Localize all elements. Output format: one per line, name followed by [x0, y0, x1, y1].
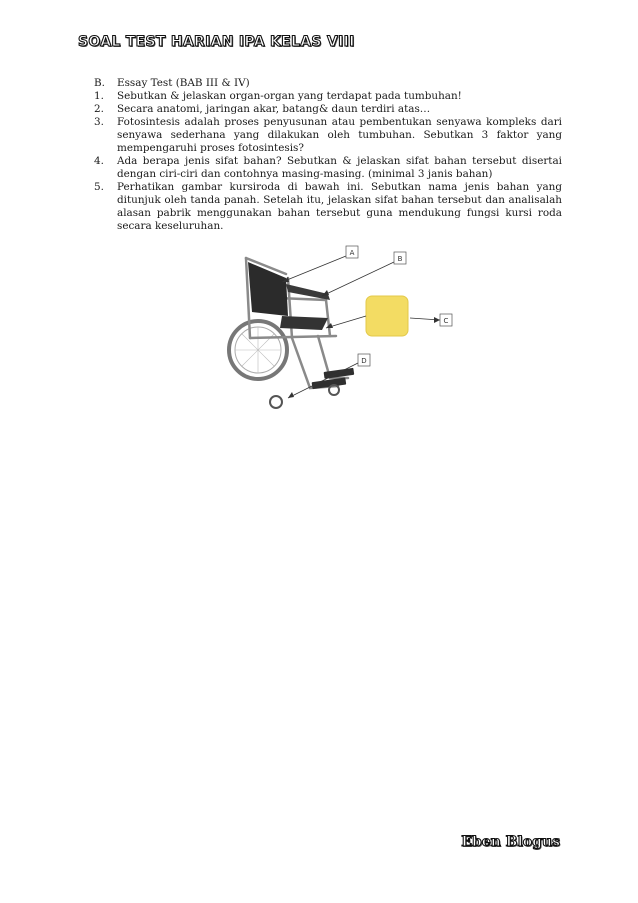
backrest-part-a [248, 262, 288, 316]
section-label: B. [94, 77, 105, 89]
question-item [94, 181, 562, 233]
wheelchair-figure [218, 238, 458, 414]
question-text: Secara anatomi, jaringan akar, batang& daun terdiri atas… [117, 103, 431, 115]
label-d: D [361, 357, 367, 365]
question-item [94, 155, 562, 181]
seat-part [280, 316, 328, 330]
question-text: Sebutkan & jelaskan organ-organ yang terdapat pada tumbuhan! [117, 90, 462, 102]
section-heading [94, 77, 562, 90]
question-number: 2. [94, 103, 104, 115]
question-text: Fotosintesis adalah proses penyusunan atau pembentukan senyawa kompleks dari senyawa sederhana yang dilakukan oleh tumbuhan. Sebutkan 3 faktor yang mempengaruhi proses fotosintesis? [117, 116, 562, 154]
question-number: 3. [94, 116, 104, 128]
label-a: A [349, 249, 355, 257]
page-header-title: SOAL TEST HARIAN IPA KELAS VIII [78, 34, 355, 50]
foam-sample-c [366, 296, 408, 336]
essay-section [94, 77, 562, 233]
question-number: 1. [94, 90, 104, 102]
question-number: 4. [94, 155, 104, 167]
label-b: B [397, 255, 403, 263]
question-item [94, 90, 562, 103]
page-footer-author: Eben Blogus [461, 834, 560, 850]
question-number: 5. [94, 181, 104, 193]
wheelchair-illustration [218, 238, 458, 414]
section-title: Essay Test (BAB III & IV) [117, 77, 250, 89]
question-text: Ada berapa jenis sifat bahan? Sebutkan & jelaskan sifat bahan tersebut disertai dengan ciri-ciri dan contohnya masing-masing. (minimal 3 janis bahan) [117, 155, 562, 180]
label-c: C [443, 317, 449, 325]
question-item [94, 116, 562, 155]
question-item [94, 103, 562, 116]
question-text: Perhatikan gambar kursiroda di bawah ini. Sebutkan nama jenis bahan yang ditunjuk oleh tanda panah. Setelah itu, jelaskan sifat bahan tersebut dan analisalah alasan pabrik menggunakan bahan tersebut guna mendukung fungsi kursi roda secara keseluruhan. [117, 181, 562, 232]
